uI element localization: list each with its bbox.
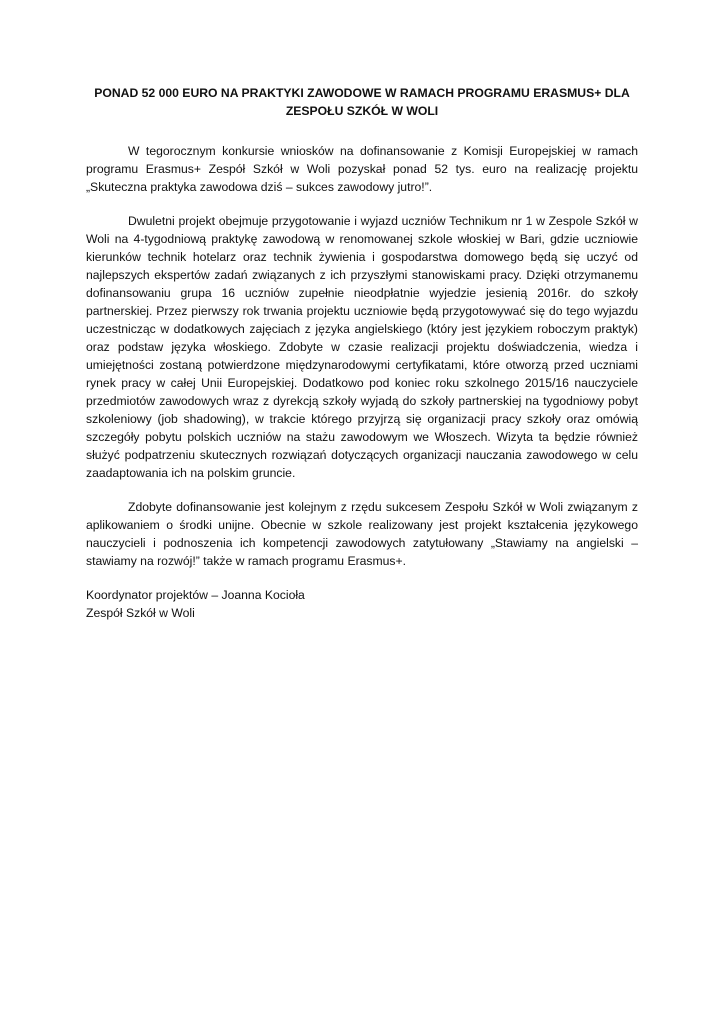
document-title [86, 84, 638, 120]
title-line-2: ZESPOŁU SZKÓŁ W WOLI [285, 104, 439, 118]
title-line-1: PONAD 52 000 EURO NA PRAKTYKI ZAWODOWE W RAMACH PROGRAMU ERASMUS+ DLA [94, 86, 630, 100]
paragraph-project-description: Dwuletni projekt obejmuje przygotowanie i wyjazd uczniów Technikum nr 1 w Zespole Szkół w Woli na 4-tygodniową praktykę zawodową w renomowanej szkole włoskiej w Bari, gdzie uczniowie kierunków technik hotelarz oraz technik żywienia i gospodarstwa domowego będą się uczyć od najlepszych ekspertów zadań związanych z ich przyszłymi stanowiskami pracy. Dzięki otrzymanemu dofinansowaniu grupa 16 uczniów zupełnie nieodpłatnie wyjedzie jesienią 2016r. do szkoły partnerskiej. Przez pierwszy rok trwania projektu uczniowie będą przygotowywać się do tego wyjazdu uczestnicząc w dodatkowych zajęciach z języka angielskiego (który jest językiem roboczym praktyk) oraz podstaw języka włoskiego. Zdobyte w czasie realizacji projektu doświadczenia, wiedza i umiejętności zostaną potwierdzone międzynarodowymi certyfikatami, które otworzą przed uczniami rynek pracy w całej Unii Europejskiej. Dodatkowo pod koniec roku szkolnego 2015/16 nauczyciele przedmiotów zawodowych wraz z dyrekcją szkoły wyjadą do szkoły partnerskiej na tygodniowy pobyt szkoleniowy (job shadowing), w trakcie którego przyjrzą się organizacji pracy szkoły oraz omówią szczegóły pobytu polskich uczniów na stażu zawodowym we Włoszech. Wizyta ta będzie również służyć podpatrzeniu skutecznych rozwiązań dotyczących organizacji nauczania zawodowego w celu zaadaptowania ich na polskim gruncie. [86, 214, 638, 480]
signature-coordinator: Koordynator projektów – Joanna Kocioła [86, 588, 305, 602]
paragraph-funding-success: Zdobyte dofinansowanie jest kolejnym z rzędu sukcesem Zespołu Szkół w Woli związanym z aplikowaniem o środki unijne. Obecnie w szkole realizowany jest projekt kształcenia językowego nauczycieli i podnoszenia ich kompetencji zawodowych zatytułowany „Stawiamy na angielski – stawiamy na rozwój!” także w ramach programu Erasmus+. [86, 500, 638, 568]
paragraph-intro: W tegorocznym konkursie wniosków na dofinansowanie z Komisji Europejskiej w ramach programu Erasmus+ Zespół Szkół w Woli pozyskał ponad 52 tys. euro na realizację projektu „Skuteczna praktyka zawodowa dziś – sukces zawodowy jutro!”. [86, 144, 638, 194]
signature-school: Zespół Szkół w Woli [86, 606, 195, 620]
document-page [86, 84, 638, 622]
